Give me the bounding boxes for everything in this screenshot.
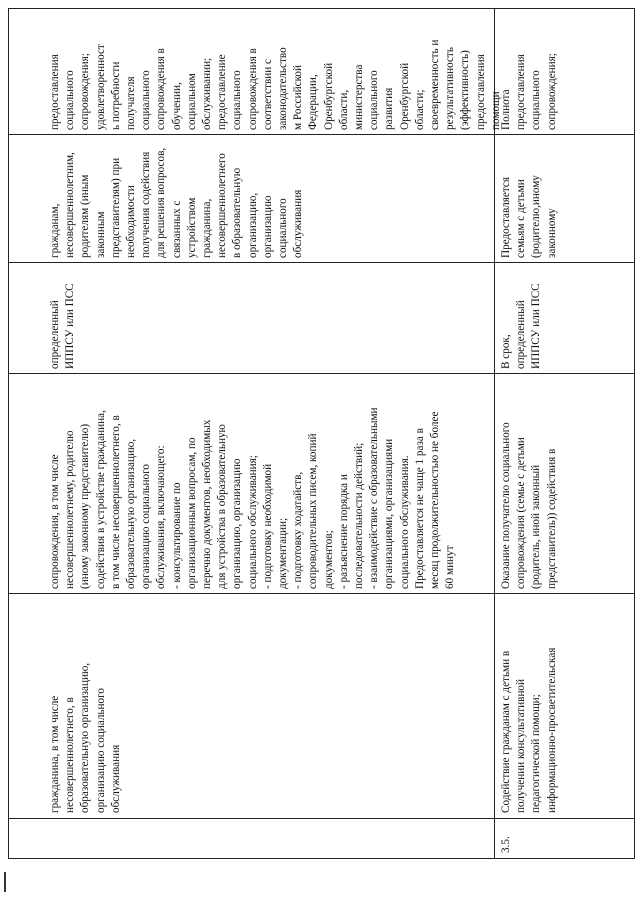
row-divider (494, 8, 495, 859)
row-3-5-recipients: Предоставляется семьям с детьми (родителю,иному законному (500, 175, 558, 258)
column-divider-number (8, 858, 635, 859)
row-continuation-content: сопровождения, в том числе несовершеннолетнему, родителю (иному законному представителю) содействия в устройстве гражданина, в том числе несовершеннолетнего, в образовательную организацию, организацию социального обслуживания, включающего: - консультирование по организационным вопросам, по перечню документов, необходимых для устройства в образовательную организацию, организацию социального обслуживания; - подготовку необходимой документации; - подготовку ходатайств, сопроводительных писем, копий документов; - разъяснение порядка и последовательности действий; - взаимодействие с образовательными организациями, организациями социального обслуживания. Предоставляется не чаще 1 раза в месяц продолжительностью не более 60 минут (49, 407, 457, 589)
row-number: 3.5. (500, 836, 512, 853)
row-3-5-criteria: Полнота предоставления социального сопровождения; (500, 53, 558, 130)
row-continuation-criteria: предоставления социального сопровождения; удовлетворенност ь потребности получателя социального сопровождения в обучении, социальном обслуживании; предоставление социального сопровождения в соответствии с законодательство м Российской Федерации, Оренбургской области, министерства социального развития Оренбургской области; своевременность и результативность (эффективность) предоставления помощи (49, 39, 502, 130)
column-divider-recipients (8, 262, 635, 263)
row-3-5-content: Оказание получателю социального сопровождения (семье с детьми (родитель, иной законный представитель)) содействия в (500, 422, 558, 589)
scan-edge-mark (4, 872, 6, 892)
row-3-5-term: В срок, определенный ИППСУ или ПСС (500, 283, 543, 369)
table-border-left (8, 8, 9, 859)
row-continuation-description: гражданина, в том числе несовершеннолетнего, в образовательную организацию, организацию социального обслуживания (49, 662, 122, 813)
column-divider-term (8, 373, 635, 374)
table-border-top (8, 8, 635, 9)
row-3-5-description: Содействие гражданам с детьми в получении консультативной педагогической помощи; информационно-просветительская (500, 647, 558, 813)
column-divider-description (8, 818, 635, 819)
table-border-right (634, 8, 635, 859)
row-continuation-recipients: гражданам, несовершеннолетним, родителям (иным законным представителям) при необходимости получения содействия для решения вопросов, связанных с устройством гражданина, несовершеннолетнего в образовательную организацию, организацию социального обслуживания (49, 147, 305, 258)
column-divider-criteria (8, 134, 635, 135)
row-continuation-term: определенный ИППСУ или ПСС (49, 283, 77, 369)
